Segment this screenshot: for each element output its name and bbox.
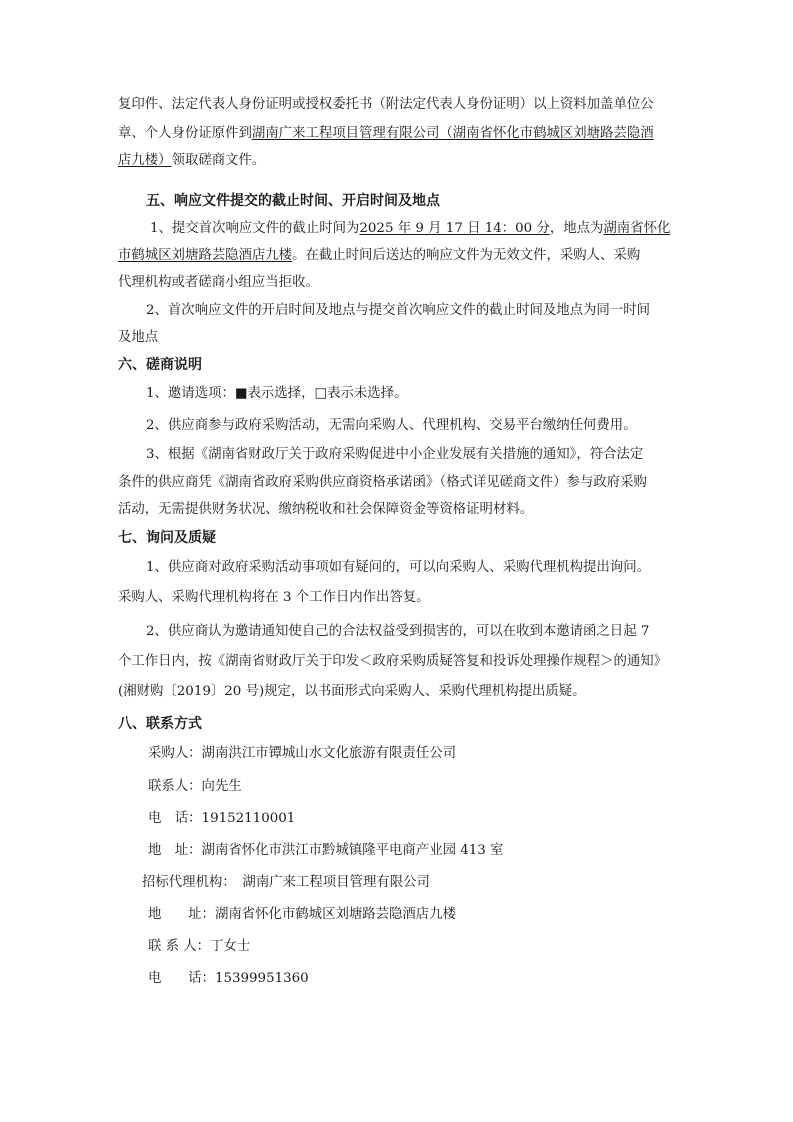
section-5-p1-post: 。在截止时间后送达的响应文件为无效文件，采购人、采购: [292, 248, 641, 263]
section-7-p1-line1: 1、供应商对政府采购活动事项如有疑问的，可以向采购人、采购代理机构提出询问。: [146, 560, 650, 575]
deadline-location-2: 市鹤城区刘塘路芸隐酒店九楼: [118, 248, 293, 263]
intro-line-3: [118, 151, 265, 171]
deadline-location-1: 湖南省怀化: [603, 221, 671, 236]
section-7-p2-line3: (湘财购〔2019〕20 号)规定，以书面形式向采购人、采购代理机构提出质疑。: [118, 684, 586, 699]
section-5-title: 五、响应文件提交的截止时间、开启时间及地点: [146, 193, 440, 209]
section-6-p2: 2、供应商参与政府采购活动，无需向采购人、代理机构、交易平台缴纳任何费用。: [146, 418, 637, 433]
section-5-p1-line3: 代理机构或者磋商小组应当拒收。: [118, 275, 319, 290]
purchaser-name: 采购人：湖南洪江市镡城山水文化旅游有限责任公司: [148, 746, 456, 761]
section-6-p3-line2: 条件的供应商凭《湖南省政府采购供应商资格承诺函》（格式详见磋商文件）参与政府采购: [118, 475, 647, 490]
section-8-title: 八、联系方式: [118, 716, 202, 732]
agency-name: 招标代理机构： 湖南广来工程项目管理有限公司: [142, 875, 430, 890]
agency-location-underlined-end: 店九楼）: [118, 153, 172, 168]
section-7-p1-line2: 采购人、采购代理机构将在 3 个工作日内作出答复。: [118, 590, 430, 605]
section-5-p2-line2: 及地点: [118, 330, 159, 345]
section-6-p1: 1、邀请选项：■表示选择，□表示未选择。: [146, 386, 408, 401]
intro-line-3-post: 领取磋商文件。: [171, 153, 266, 168]
purchaser-address: 地 址：湖南省怀化市洪江市黔城镇隆平电商产业园 413 室: [148, 843, 504, 858]
section-7-p2-line2: 个工作日内，按《湖南省财政厅关于印发＜政府采购质疑答复和投诉处理操作规程＞的通知》: [118, 654, 668, 669]
section-5-p1-mid: ，地点为: [549, 221, 604, 236]
section-5-p1-line1: [150, 219, 670, 239]
agency-phone: 电 话：15399951360: [148, 971, 309, 986]
section-7-title: 七、询问及质疑: [118, 530, 216, 546]
section-6-p3-line1: 3、根据《湖南省财政厅关于政府采购促进中小企业发展有关措施的通知》，符合法定: [146, 447, 644, 462]
agency-location-underlined: 湖南广来工程项目管理有限公司（湖南省怀化市鹤城区刘塘路芸隐酒: [251, 126, 654, 141]
section-5-p1-line2: [118, 246, 640, 266]
section-5-p1-pre: 1、提交首次响应文件的截止时间为: [150, 221, 360, 236]
section-6-p3-line3: 活动，无需提供财务状况、缴纳税收和社会保障资金等资格证明材料。: [118, 502, 534, 517]
section-7-p2-line1: 2、供应商认为邀请通知使自己的合法权益受到损害的，可以在收到本邀请函之日起 7: [146, 624, 650, 639]
agency-address: 地 址：湖南省怀化市鹤城区刘塘路芸隐酒店九楼: [148, 907, 456, 922]
intro-line-2-pre: 章、个人身份证原件到: [118, 126, 252, 141]
intro-line-2: [118, 124, 654, 144]
deadline-time: 2025 年 9 月 17 日 14：00 分: [359, 221, 550, 236]
section-5-p2-line1: 2、首次响应文件的开启时间及地点与提交首次响应文件的截止时间及地点为同一时间: [146, 303, 650, 318]
agency-contact: 联 系 人：丁女士: [148, 939, 251, 954]
section-6-title: 六、磋商说明: [118, 357, 202, 373]
intro-line-1: 复印件、法定代表人身份证明或授权委托书（附法定代表人身份证明）以上资料加盖单位公: [118, 97, 654, 112]
purchaser-contact: 联系人：向先生: [148, 779, 242, 794]
purchaser-phone: 电 话：19152110001: [148, 811, 296, 826]
